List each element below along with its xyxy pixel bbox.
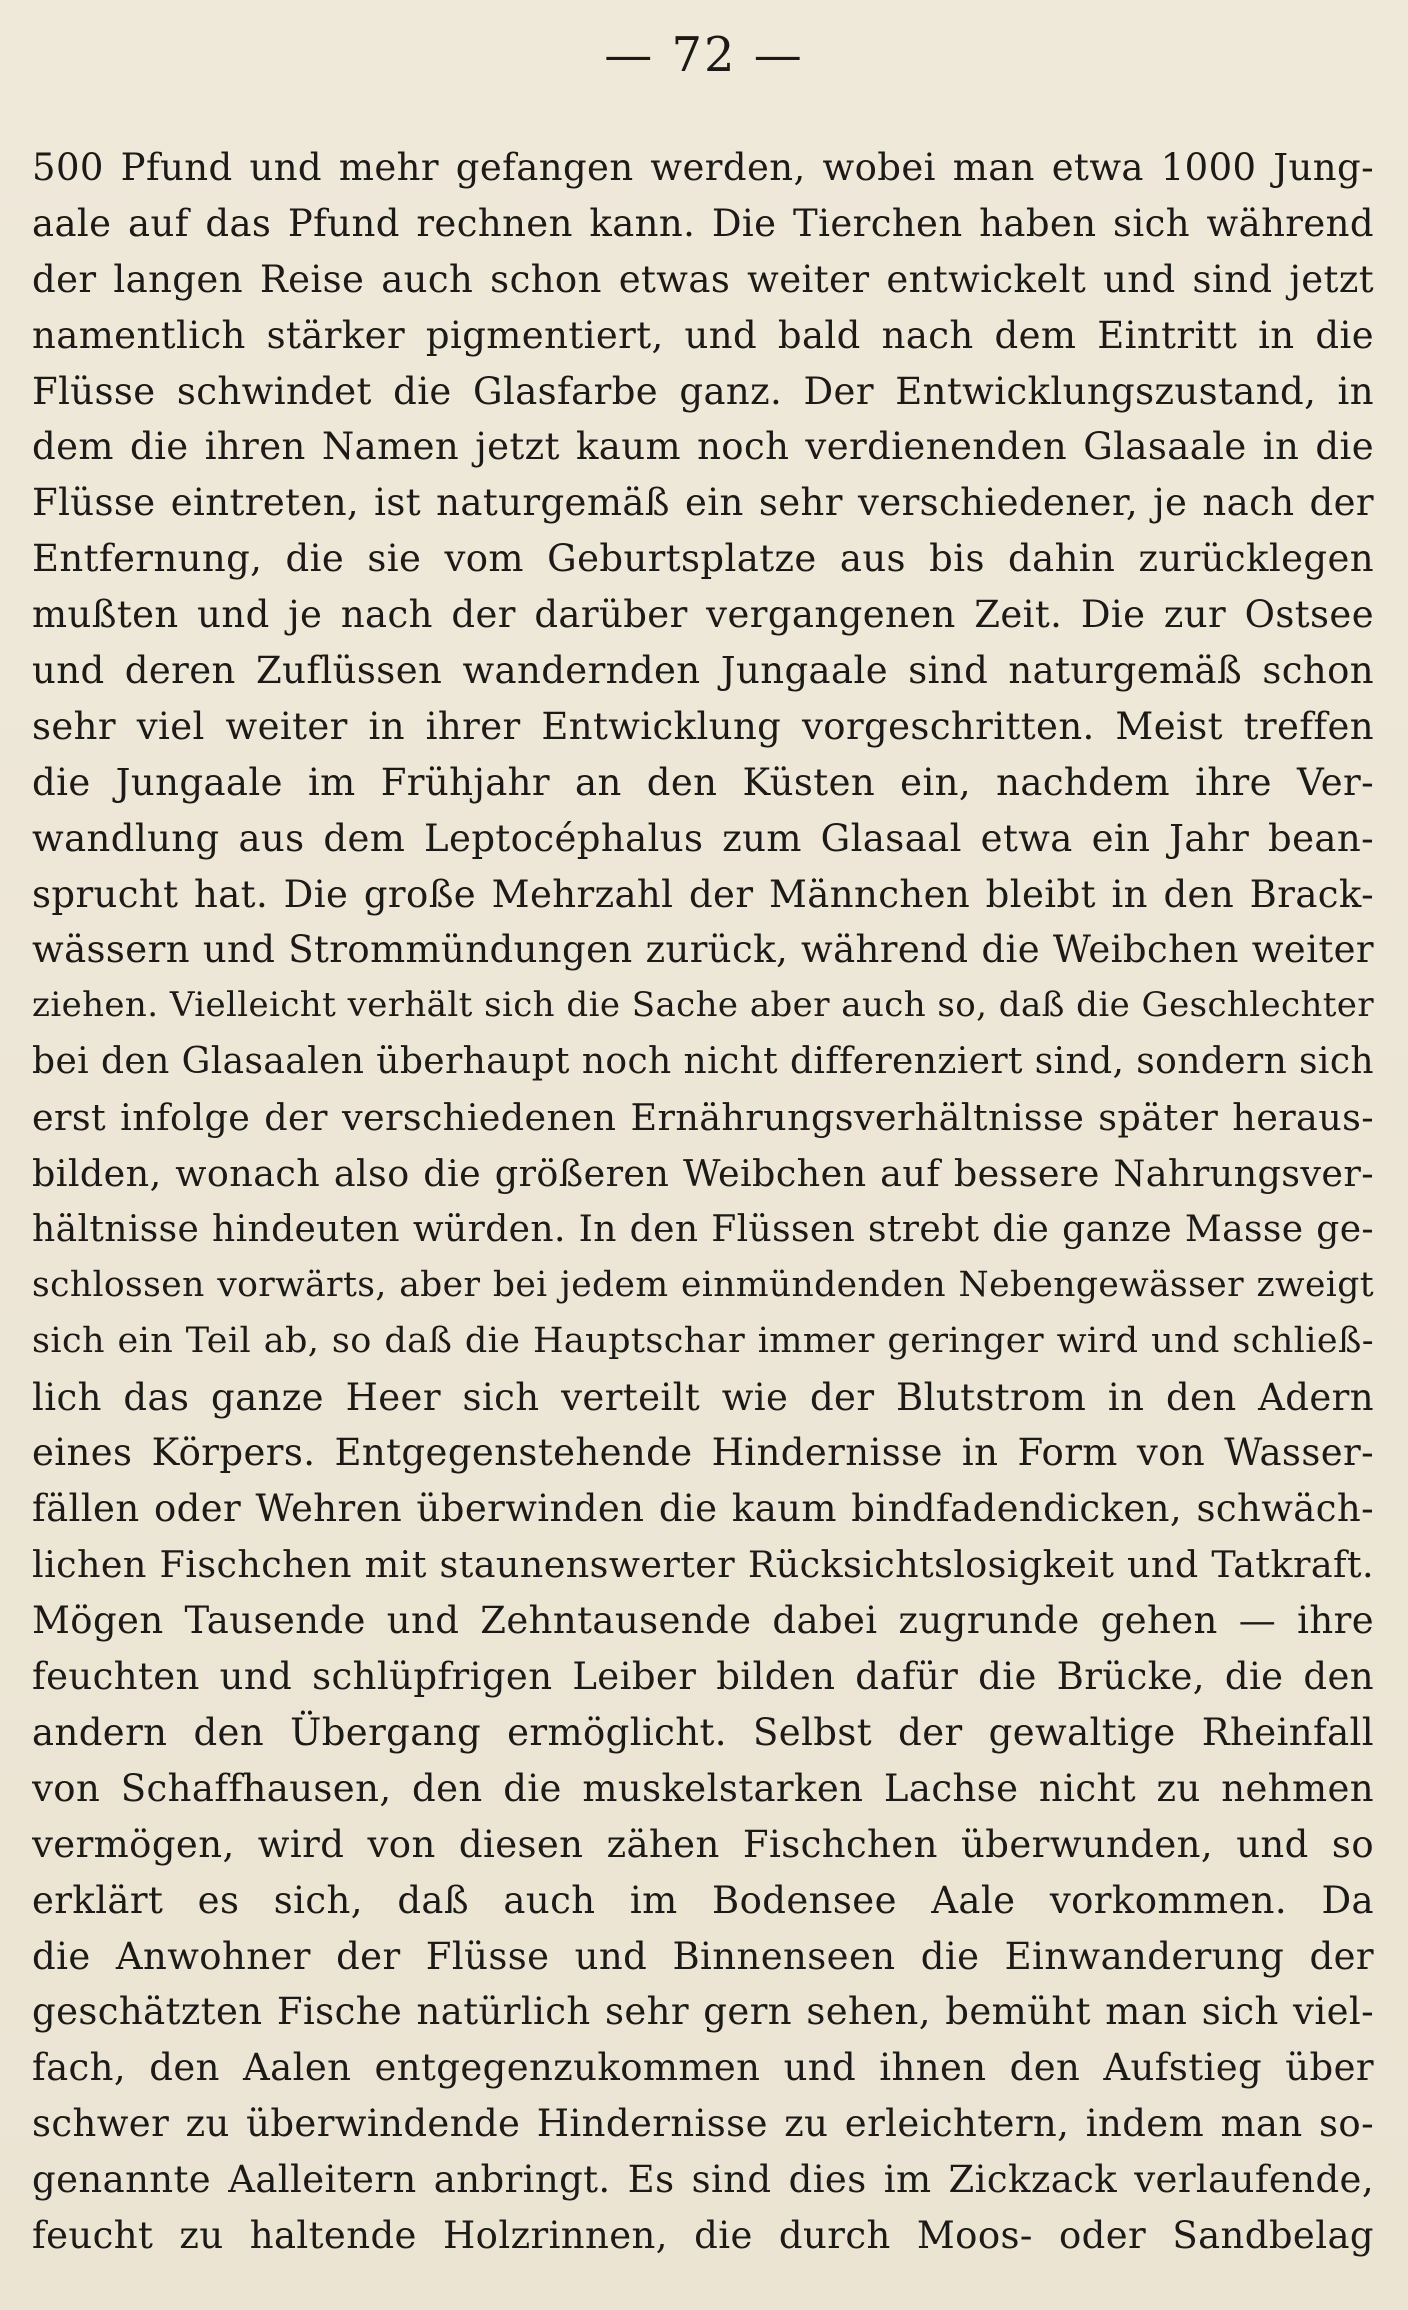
text-line-18: erst infolge der verschiedenen Ernährungsverhältnisse später heraus- — [32, 1096, 1374, 1140]
text-line-11: sehr viel weiter in ihrer Entwicklung vorgeschritten. Meist treffen — [32, 704, 1374, 748]
text-line-26: lichen Fischchen mit staunenswerter Rücksichtslosigkeit und Tatkraft. — [32, 1543, 1374, 1587]
text-line-29: andern den Übergang ermöglicht. Selbst der gewaltige Rheinfall — [32, 1710, 1374, 1754]
body-text — [32, 140, 1374, 2264]
text-line-38: feucht zu haltende Holzrinnen, die durch Moos- oder Sandbelag — [32, 2213, 1374, 2257]
text-line-32: erklärt es sich, daß auch im Bodensee Aale vorkommen. Da — [32, 1878, 1374, 1922]
text-line-33: die Anwohner der Flüsse und Binnenseen die Einwanderung der — [32, 1934, 1374, 1978]
text-line-19: bilden, wonach also die größeren Weibchen auf bessere Nahrungsver- — [32, 1152, 1374, 1196]
text-line-23: lich das ganze Heer sich verteilt wie der Blutstrom in den Adern — [32, 1375, 1374, 1419]
text-line-5: Flüsse schwindet die Glasfarbe ganz. Der Entwicklungszustand, in — [32, 369, 1374, 413]
text-line-31: vermögen, wird von diesen zähen Fischchen überwunden, und so — [32, 1822, 1374, 1866]
text-line-17: bei den Glasaalen überhaupt noch nicht differenziert sind, sondern sich — [32, 1041, 1374, 1083]
text-line-34: geschätzten Fische natürlich sehr gern sehen, bemüht man sich viel- — [32, 1990, 1374, 2034]
page-number: — 72 — — [604, 27, 804, 83]
text-line-28: feuchten und schlüpfrigen Leiber bilden dafür die Brücke, die den — [32, 1655, 1374, 1699]
text-line-6: dem die ihren Namen jetzt kaum noch verdienenden Glasaale in die — [32, 425, 1374, 469]
text-line-14: sprucht hat. Die große Mehrzahl der Männchen bleibt in den Brack- — [32, 872, 1374, 916]
text-line-1: 500 Pfund und mehr gefangen werden, wobei man etwa 1000 Jung- — [32, 146, 1374, 189]
text-line-27: Mögen Tausende und Zehntausende dabei zugrunde gehen — ihre — [32, 1599, 1374, 1643]
text-line-21: schlossen vorwärts, aber bei jedem einmündenden Nebengewässer zweigt — [32, 1264, 1374, 1305]
text-line-2: aale auf das Pfund rechnen kann. Die Tierchen haben sich während — [32, 201, 1374, 245]
text-line-22: sich ein Teil ab, so daß die Hauptschar immer geringer wird und schließ- — [32, 1320, 1374, 1361]
text-line-20: hältnisse hindeuten würden. In den Flüssen strebt die ganze Masse ge- — [32, 1208, 1374, 1250]
text-line-7: Flüsse eintreten, ist naturgemäß ein sehr verschiedener, je nach der — [32, 481, 1374, 525]
text-line-35: fach, den Aalen entgegenzukommen und ihnen den Aufstieg über — [32, 2046, 1374, 2090]
text-line-30: von Schaffhausen, den die muskelstarken Lachse nicht zu nehmen — [32, 1766, 1374, 1810]
text-line-4: namentlich stärker pigmentiert, und bald nach dem Eintritt in die — [32, 313, 1374, 357]
text-line-15: wässern und Strommündungen zurück, während die Weibchen weiter — [32, 928, 1374, 972]
text-line-13: wandlung aus dem Leptocéphalus zum Glasaal etwa ein Jahr bean- — [32, 816, 1374, 860]
text-line-24: eines Körpers. Entgegenstehende Hindernisse in Form von Wasser- — [32, 1431, 1374, 1475]
text-line-37: genannte Aalleitern anbringt. Es sind dies im Zickzack verlaufende, — [32, 2158, 1374, 2202]
text-line-36: schwer zu überwindende Hindernisse zu erleichtern, indem man so- — [32, 2102, 1374, 2146]
text-line-9: mußten und je nach der darüber vergangenen Zeit. Die zur Ostsee — [32, 593, 1374, 637]
text-line-10: und deren Zuflüssen wandernden Jungaale sind naturgemäß schon — [32, 649, 1374, 693]
text-line-8: Entfernung, die sie vom Geburtsplatze aus bis dahin zurücklegen — [32, 537, 1374, 581]
text-line-16: ziehen. Vielleicht verhält sich die Sache aber auch so, daß die Geschlechter — [32, 985, 1374, 1026]
text-line-3: der langen Reise auch schon etwas weiter entwickelt und sind jetzt — [32, 257, 1374, 301]
text-line-25: fällen oder Wehren überwinden die kaum bindfadendicken, schwäch- — [32, 1487, 1374, 1531]
text-line-12: die Jungaale im Frühjahr an den Küsten ein, nachdem ihre Ver- — [32, 760, 1374, 804]
